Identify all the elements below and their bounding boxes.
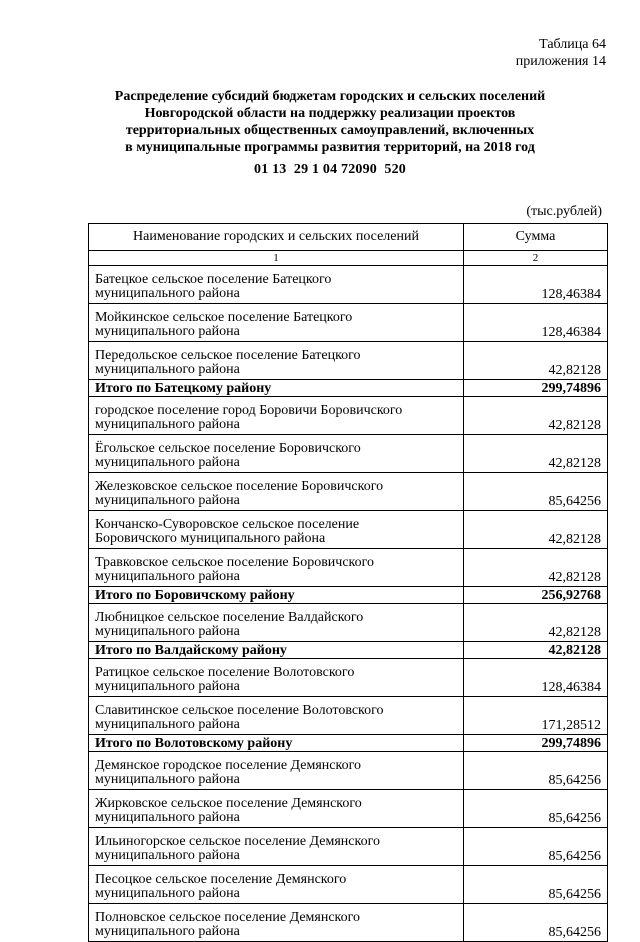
budget-code-text: 01 13 29 1 04 72090 520	[254, 162, 406, 177]
settlement-name-line: Ёгольское сельское поселение Боровичского	[95, 441, 361, 456]
amount-cell: 85,64256	[464, 866, 608, 904]
settlement-name-line: муниципального района	[95, 679, 240, 694]
units-label: (тыс.рублей)	[526, 204, 602, 219]
settlement-name-line: муниципального района	[95, 324, 240, 339]
amount-cell: 85,64256	[464, 790, 608, 828]
settlement-name-line: Любницкое сельское поселение Валдайского	[95, 610, 364, 625]
column-number-row	[89, 251, 608, 266]
settlement-name-line: муниципального района	[95, 717, 240, 732]
settlement-name-cell	[89, 342, 464, 380]
settlement-name-line: муниципального района	[95, 772, 240, 787]
settlement-name-line: Батецкое сельское поселение Батецкого	[95, 272, 332, 287]
settlement-name-cell	[89, 642, 464, 659]
settlement-name-line: Передольское сельское поселение Батецкого	[95, 348, 361, 363]
settlement-name-cell	[89, 752, 464, 790]
settlement-name-line: Боровичского муниципального района	[95, 531, 326, 546]
settlement-name-cell	[89, 790, 464, 828]
amount-cell: 85,64256	[464, 473, 608, 511]
table-number: Таблица 64	[539, 37, 606, 52]
amount-cell: 42,82128	[464, 549, 608, 587]
appendix-label: приложения 14	[515, 54, 606, 69]
amount-cell: 42,82128	[464, 342, 608, 380]
settlement-name-line: Славитинское сельское поселение Волотовского	[95, 703, 384, 718]
settlement-name-line: Демянское городское поселение Демянского	[95, 758, 361, 773]
amount-cell: 171,28512	[464, 697, 608, 735]
settlement-name-cell	[89, 587, 464, 604]
document-title	[80, 88, 580, 156]
amount-cell: 299,74896	[464, 735, 608, 752]
settlement-name-line: муниципального района	[95, 362, 240, 377]
settlement-name-line: Ратицкое сельское поселение Волотовского	[95, 665, 355, 680]
settlement-name-cell	[89, 904, 464, 942]
amount-cell: 85,64256	[464, 904, 608, 942]
table-total-row	[89, 735, 608, 752]
table-row	[89, 511, 608, 549]
column-header-name: Наименование городских и сельских поселений	[89, 224, 464, 251]
title-line: в муниципальные программы развития территорий, на 2018 год	[125, 140, 535, 155]
table-body	[89, 266, 608, 942]
table-row	[89, 659, 608, 697]
settlement-name-line: муниципального района	[95, 810, 240, 825]
settlement-name-cell	[89, 604, 464, 642]
amount-cell: 85,64256	[464, 828, 608, 866]
table-row	[89, 752, 608, 790]
settlement-name-line: Мойкинское сельское поселение Батецкого	[95, 310, 353, 325]
table-row	[89, 866, 608, 904]
column-header-sum: Сумма	[464, 224, 608, 251]
settlement-name-line: муниципального района	[95, 569, 240, 584]
amount-cell: 85,64256	[464, 752, 608, 790]
settlement-name-line: Кончанско-Суворовское сельское поселение	[95, 517, 360, 532]
settlement-name-line: муниципального района	[95, 286, 240, 301]
settlement-name-cell	[89, 380, 464, 397]
settlement-name-line: муниципального района	[95, 493, 240, 508]
settlement-name-line: Итого по Боровичскому району	[95, 587, 295, 603]
settlement-name-line: Полновское сельское поселение Демянского	[95, 910, 361, 925]
title-line: Новгородской области на поддержку реализации проектов	[144, 106, 516, 121]
settlement-name-cell	[89, 828, 464, 866]
settlement-name-line: Итого по Батецкому району	[95, 380, 272, 396]
settlement-name-line: муниципального района	[95, 924, 240, 939]
column-number: 2	[464, 251, 608, 266]
table-row	[89, 397, 608, 435]
settlement-name-cell	[89, 266, 464, 304]
title-line: территориальных общественных самоуправлений, включенных	[125, 123, 535, 138]
table-total-row	[89, 642, 608, 659]
table-total-row	[89, 380, 608, 397]
amount-cell: 128,46384	[464, 659, 608, 697]
settlement-name-line: Итого по Валдайскому району	[95, 642, 287, 658]
settlement-name-line: Итого по Волотовскому району	[95, 735, 293, 751]
settlement-name-cell	[89, 866, 464, 904]
table-row	[89, 549, 608, 587]
settlement-name-cell	[89, 511, 464, 549]
settlement-name-line: Жирковское сельское поселение Демянского	[95, 796, 362, 811]
settlement-name-cell	[89, 735, 464, 752]
settlement-name-cell	[89, 473, 464, 511]
settlement-name-cell	[89, 435, 464, 473]
subsidy-table	[88, 223, 608, 942]
table-row	[89, 904, 608, 942]
table-row	[89, 790, 608, 828]
amount-cell: 42,82128	[464, 397, 608, 435]
settlement-name-cell	[89, 304, 464, 342]
amount-cell: 299,74896	[464, 380, 608, 397]
table-reference	[516, 36, 606, 70]
table-row	[89, 604, 608, 642]
amount-cell: 256,92768	[464, 587, 608, 604]
amount-cell: 128,46384	[464, 304, 608, 342]
settlement-name-cell	[89, 697, 464, 735]
amount-cell: 42,82128	[464, 604, 608, 642]
table-row	[89, 473, 608, 511]
table-row	[89, 828, 608, 866]
amount-cell: 42,82128	[464, 435, 608, 473]
table-total-row	[89, 587, 608, 604]
settlement-name-cell	[89, 549, 464, 587]
settlement-name-line: муниципального района	[95, 417, 240, 432]
table-row	[89, 435, 608, 473]
table-header-row	[89, 224, 608, 251]
table-row	[89, 342, 608, 380]
settlement-name-line: муниципального района	[95, 886, 240, 901]
settlement-name-line: муниципального района	[95, 455, 240, 470]
table-row	[89, 304, 608, 342]
amount-cell: 42,82128	[464, 642, 608, 659]
title-line: Распределение субсидий бюджетам городских и сельских поселений	[114, 89, 546, 104]
settlement-name-line: муниципального района	[95, 848, 240, 863]
column-number: 1	[89, 251, 464, 266]
settlement-name-line: Травковское сельское поселение Боровичского	[95, 555, 375, 570]
table-row	[89, 697, 608, 735]
settlement-name-line: муниципального района	[95, 624, 240, 639]
table-row	[89, 266, 608, 304]
settlement-name-cell	[89, 397, 464, 435]
settlement-name-line: Ильиногорское сельское поселение Демянского	[95, 834, 380, 849]
settlement-name-line: Песоцкое сельское поселение Демянского	[95, 872, 347, 887]
settlement-name-line: Железковское сельское поселение Боровичского	[95, 479, 384, 494]
settlement-name-line: городское поселение город Боровичи Боровичского	[95, 403, 403, 418]
budget-code	[80, 162, 580, 178]
amount-cell: 42,82128	[464, 511, 608, 549]
amount-cell: 128,46384	[464, 266, 608, 304]
settlement-name-cell	[89, 659, 464, 697]
